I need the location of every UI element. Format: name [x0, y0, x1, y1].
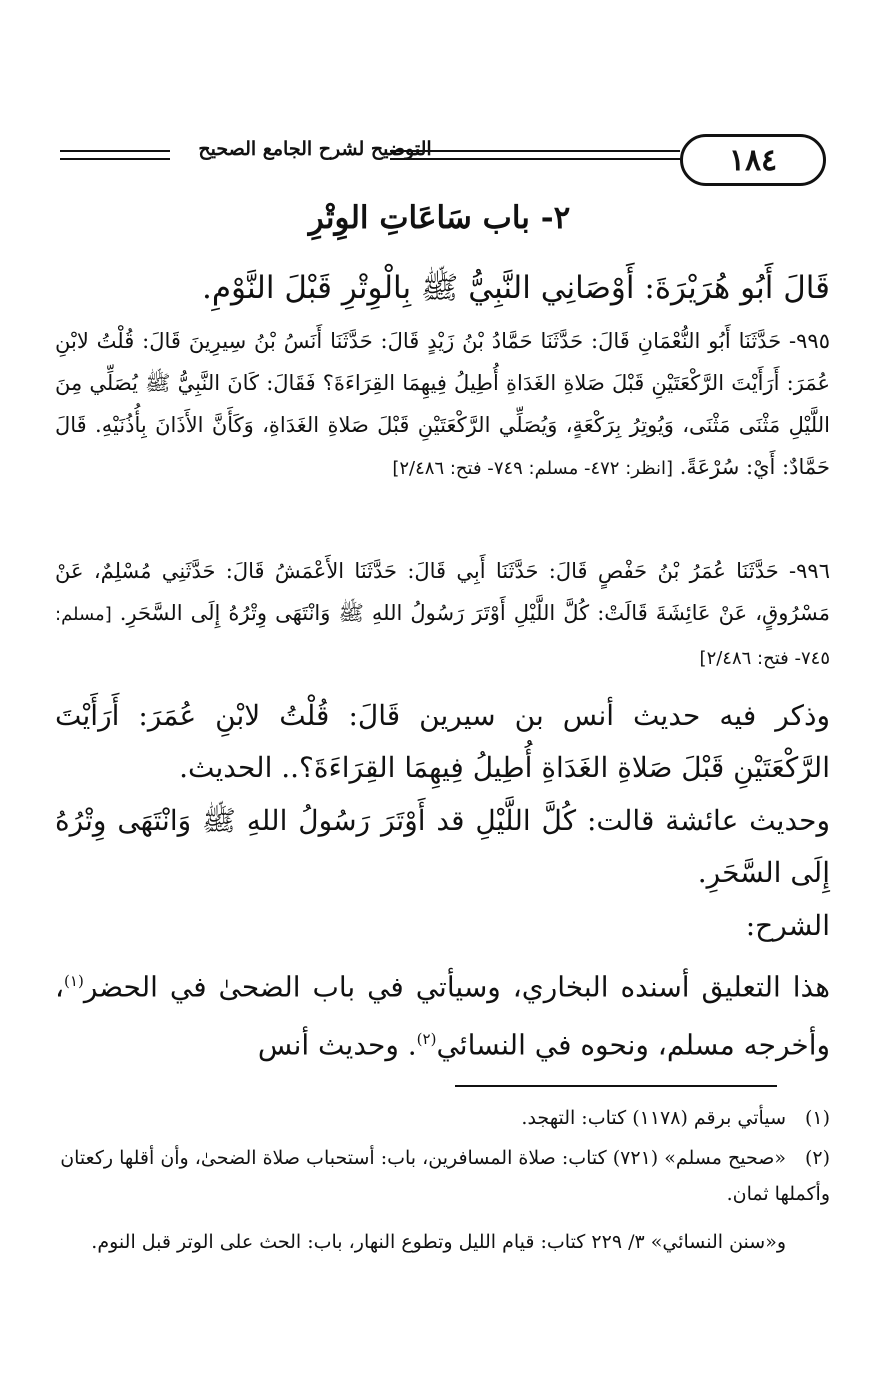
hadith-996-reference: [مسلم: ٧٤٥- فتح: ٢/٤٨٦] [55, 604, 830, 669]
hadith-996 [55, 550, 830, 680]
header-rule-left-top [60, 150, 170, 152]
sharh-label: الشرح: [745, 909, 830, 942]
running-title: التوضيح لشرح الجامع الصحيح [198, 138, 432, 160]
footnote-2-text: «صحيح مسلم» (٧٢١) كتاب: صلاة المسافرين، باب: أستحباب صلاة الضحىٰ، وأن أقلها ركعتان وأكملها ثمان. [60, 1147, 830, 1205]
para3-part-a: هذا التعليق أسنده البخاري، وسيأتي في باب الضحىٰ في الحضر [83, 970, 830, 1004]
header-rule-left-bottom [60, 158, 170, 160]
footnote-2-continued: و«سنن النسائي» ٣/ ٢٢٩ كتاب: قيام الليل وتطوع النهار، باب: الحث على الوتر قبل النوم. [91, 1231, 786, 1253]
footnote-2 [55, 1140, 830, 1212]
hadith-995-text: ٩٩٥- حَدَّثَنَا أَبُو النُّعْمَانِ قَالَ: حَدَّثَنَا حَمَّادُ بْنُ زَيْدٍ قَالَ: حَدَّثَنَا أَنَسُ بْنُ سِيرِينَ قَالَ: قُلْتُ لابْنِ عُمَرَ: أَرَأَيْتَ الرَّكْعَتَيْنِ قَبْلَ صَلاةِ الغَدَاةِ أُطِيلُ فِيهِمَا القِرَاءَةَ؟ فَقَالَ: كَانَ النَّبِيُّ ﷺ يُصَلِّي مِنَ اللَّيْلِ مَثْنَى مَثْنَى، وَيُوتِرُ بِرَكْعَةٍ، وَيُصَلِّي الرَّكْعَتَيْنِ قَبْلَ صَلاةِ الغَدَاةِ، وَكَأَنَّ الأَذَانَ بِأُذُنَيْهِ. قَالَ حَمَّادٌ: أَيْ: سُرْعَةً. [55, 329, 830, 479]
footnote-1 [55, 1100, 830, 1136]
running-header [60, 128, 790, 188]
abu-hurayra-quote: قَالَ أَبُو هُرَيْرَةَ: أَوْصَانِي النَّبِيُّ ﷺ بِالْوِتْرِ قَبْلَ النَّوْمِ. [201, 270, 830, 306]
footnote-1-text: سيأتي برقم (١١٧٨) كتاب: التهجد. [521, 1107, 786, 1129]
para3-part-c: . وحديث أنس [257, 1028, 417, 1062]
footnote-2-number: (٢) [804, 1147, 830, 1169]
para3-part-b: ، وأخرجه مسلم، ونحوه في النسائي [55, 970, 830, 1062]
hadith-995 [55, 320, 830, 490]
footnote-divider [455, 1085, 777, 1087]
commentary-paragraph-3 [55, 955, 830, 1072]
commentary-paragraph-1: وذكر فيه حديث أنس بن سيرين قَالَ: قُلْتُ لابْنِ عُمَرَ: أَرَأَيْتَ الرَّكْعَتَيْنِ قَبْلَ صَلاةِ الغَدَاةِ أُطِيلُ فِيهِمَا القِرَاءَةَ؟.. الحديث. [55, 699, 830, 784]
page-number: ١٨٤ [680, 134, 826, 186]
footnote-ref-1[interactable]: (١) [64, 972, 84, 990]
footnote-ref-2[interactable]: (٢) [416, 1030, 437, 1049]
chapter-title: ٢- باب سَاعَاتِ الوِتْرِ [308, 200, 571, 236]
commentary-paragraph-2: وحديث عائشة قالت: كُلَّ اللَّيْلِ قد أَوْتَرَ رَسُولُ اللهِ ﷺ وَانْتَهَى وِتْرُهُ إِلَى السَّحَرِ. [55, 804, 830, 889]
hadith-995-reference: [انظر: ٤٧٢- مسلم: ٧٤٩- فتح: ٢/٤٨٦] [392, 458, 674, 479]
hadith-996-text: ٩٩٦- حَدَّثَنَا عُمَرُ بْنُ حَفْصٍ قَالَ: حَدَّثَنَا أَبِي قَالَ: حَدَّثَنَا الأَعْمَشُ قَالَ: حَدَّثَنِي مُسْلِمٌ، عَنْ مَسْرُوقٍ، عَنْ عَائِشَةَ قَالَتْ: كُلَّ اللَّيْلِ أَوْتَرَ رَسُولُ اللهِ ﷺ وَانْتَهَى وِتْرُهُ إِلَى السَّحَرِ. [55, 559, 830, 625]
footnote-1-number: (١) [804, 1107, 830, 1129]
